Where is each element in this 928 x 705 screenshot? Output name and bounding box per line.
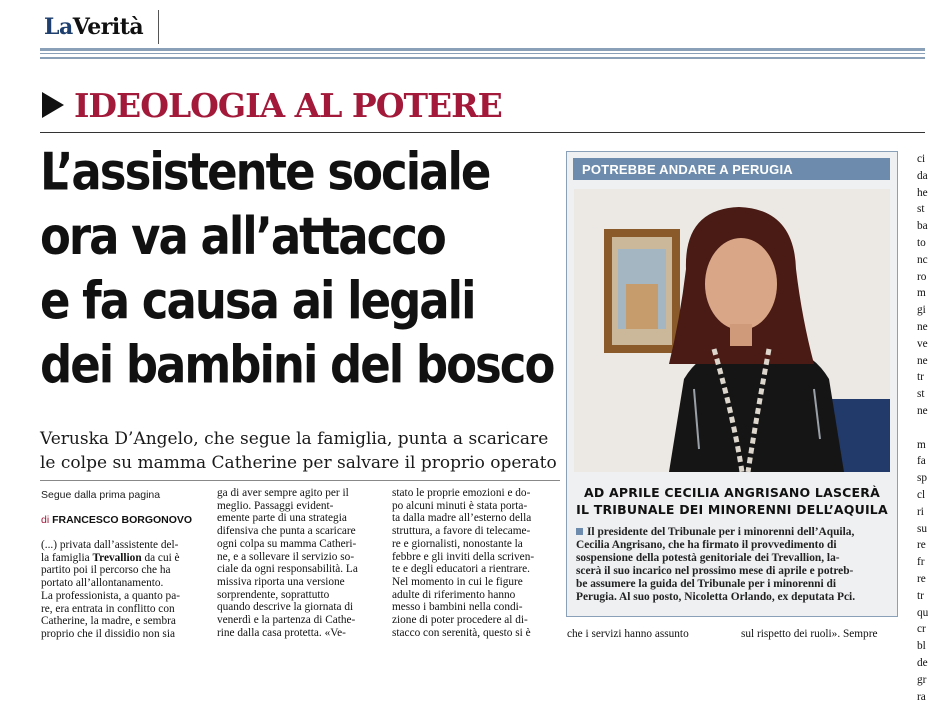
text-line: rine dalla casa protetta. «Ve- (217, 627, 379, 640)
text-line: gr (917, 672, 928, 689)
top-rule-bottom (40, 57, 925, 59)
headline-line: ora va all’attacco (40, 204, 560, 268)
byline-author: FRANCESCO BORGONOVO (52, 514, 192, 526)
text-line: ne (917, 403, 928, 420)
article-column-1 (41, 539, 201, 641)
text-line (917, 420, 928, 437)
text-line: missiva riporta una versione (217, 576, 379, 589)
text-line: ne (917, 319, 928, 336)
masthead-logo[interactable] (44, 14, 143, 40)
text-line: stacco con serenità, questo si è (392, 627, 554, 640)
text-line: struttura, a favore di telecame- (392, 525, 554, 538)
text-line: ci (917, 151, 928, 168)
text-line: st (917, 386, 928, 403)
top-rule (40, 48, 925, 51)
text-line: partito poi il percorso che ha (41, 564, 201, 577)
bullet-square-icon (576, 528, 583, 535)
section-rule (40, 132, 925, 133)
byline (41, 514, 192, 526)
text-line: ro (917, 269, 928, 286)
text-line: quando descrive la giornata di (217, 601, 379, 614)
text-line: proprio che il dissidio non sia (41, 628, 201, 641)
sidebar-title-line: IL TRIBUNALE DEI MINORENNI DELL’AQUILA (576, 501, 888, 518)
sidebar-title (576, 484, 888, 518)
text-line: ri (917, 504, 928, 521)
text-line: re (917, 571, 928, 588)
text-line: zione di poter procedere al di- (392, 614, 554, 627)
section-arrow-icon (42, 92, 64, 118)
text-line: m (917, 437, 928, 454)
portrait-photo (574, 189, 890, 472)
text-line: la famiglia Trevallion da cui è (41, 552, 201, 565)
subhead-line: le colpe su mamma Catherine per salvare il proprio operato (40, 451, 560, 475)
text-line: cr (917, 621, 928, 638)
masthead-divider (158, 10, 159, 44)
text-line: gi (917, 302, 928, 319)
sidebar-label: POTREBBE ANDARE A PERUGIA (582, 162, 793, 177)
text-line: de (917, 655, 928, 672)
text-line: re, era entrata in conflitto con (41, 603, 201, 616)
sidebar-text (576, 526, 894, 603)
bottom-text-right: sul rispetto dei ruoli». Sempre (741, 628, 877, 640)
text-line: meglio. Passaggi evident- (217, 500, 379, 513)
text-line: st (917, 201, 928, 218)
section-title: IDEOLOGIA AL POTERE (74, 86, 502, 125)
headline-line: dei bambini del bosco (40, 333, 560, 397)
text-line: ogni colpa su mamma Catheri- (217, 538, 379, 551)
text-line: be assumere la guida del Tribunale per i minorenni di (576, 578, 894, 591)
text-line: La professionista, a quanto pa- (41, 590, 201, 603)
top-rule-thin (40, 53, 925, 54)
text-line: sorprendente, soprattutto (217, 589, 379, 602)
text-line: febbre e gli inviti della scriven- (392, 551, 554, 564)
byline-prefix: di (41, 514, 52, 526)
subhead-rule (40, 480, 560, 481)
text-line: messo i bambini nella condi- (392, 601, 554, 614)
text-line: re e giornalisti, nonostante la (392, 538, 554, 551)
subheadline (40, 427, 560, 475)
text-line: (...) privata dall’assistente del- (41, 539, 201, 552)
text-line: ne (917, 353, 928, 370)
masthead-la: La (44, 14, 73, 40)
text-line: ciale da ogni responsabilità. La (217, 563, 379, 576)
right-column-fragment (917, 151, 928, 705)
text-line: ga di aver sempre agito per il (217, 487, 379, 500)
headline-line: L’assistente sociale (40, 140, 560, 204)
text-line: te e degli educatori a rientrare. (392, 563, 554, 576)
text-line: ba (917, 218, 928, 235)
text-line: ne, e a sollevare il servizio so- (217, 551, 379, 564)
text-line: nc (917, 252, 928, 269)
text-line: stato le proprie emozioni e do- (392, 487, 554, 500)
text-line: emente parte di una strategia (217, 512, 379, 525)
text-line: ta dalla madre all’esterno della (392, 512, 554, 525)
text-line: he (917, 185, 928, 202)
text-line: qu (917, 605, 928, 622)
text-line: sospensione della potestà genitoriale dei Trevallion, la- (576, 552, 894, 565)
text-line: re (917, 537, 928, 554)
continued-note: Segue dalla prima pagina (41, 489, 160, 501)
headline (40, 140, 560, 398)
article-column-2 (217, 487, 379, 639)
text-line: scerà il suo incarico nel prossimo mese di aprile e potreb- (576, 565, 894, 578)
text-line: Catherine, la madre, e sembra (41, 615, 201, 628)
text-line: difensiva che punta a scaricare (217, 525, 379, 538)
text-line: fr (917, 554, 928, 571)
text-line: cl (917, 487, 928, 504)
text-line: portato all’allontanamento. (41, 577, 201, 590)
headline-line: e fa causa ai legali (40, 269, 560, 333)
text-line: tr (917, 369, 928, 386)
masthead-verita: Verità (73, 14, 143, 40)
text-line: venerdì e la partenza di Cathe- (217, 614, 379, 627)
text-line: bl (917, 638, 928, 655)
portrait-illustration (574, 189, 890, 472)
subhead-line: Veruska D’Angelo, che segue la famiglia, punta a scaricare (40, 427, 560, 451)
sidebar-title-line: AD APRILE CECILIA ANGRISANO LASCERÀ (576, 484, 888, 501)
text-line: ra (917, 689, 928, 705)
text-line: fa (917, 453, 928, 470)
text-line: po alcuni minuti è stata porta- (392, 500, 554, 513)
text-line: da (917, 168, 928, 185)
text-line: Cecilia Angrisano, che ha firmato il provvedimento di (576, 539, 894, 552)
text-line: ve (917, 336, 928, 353)
text-line: su (917, 521, 928, 538)
text-line: tr (917, 588, 928, 605)
text-line: adulte di riferimento hanno (392, 589, 554, 602)
text-line: m (917, 285, 928, 302)
text-line: Nel momento in cui le figure (392, 576, 554, 589)
bottom-text-left: che i servizi hanno assunto (567, 628, 689, 640)
text-line: sp (917, 470, 928, 487)
text-line: Perugia. Al suo posto, Nicoletta Orlando, ex deputata Pci. (576, 591, 894, 604)
text-line: Il presidente del Tribunale per i minorenni dell’Aquila, (587, 526, 854, 538)
text-line: to (917, 235, 928, 252)
article-column-3 (392, 487, 554, 639)
